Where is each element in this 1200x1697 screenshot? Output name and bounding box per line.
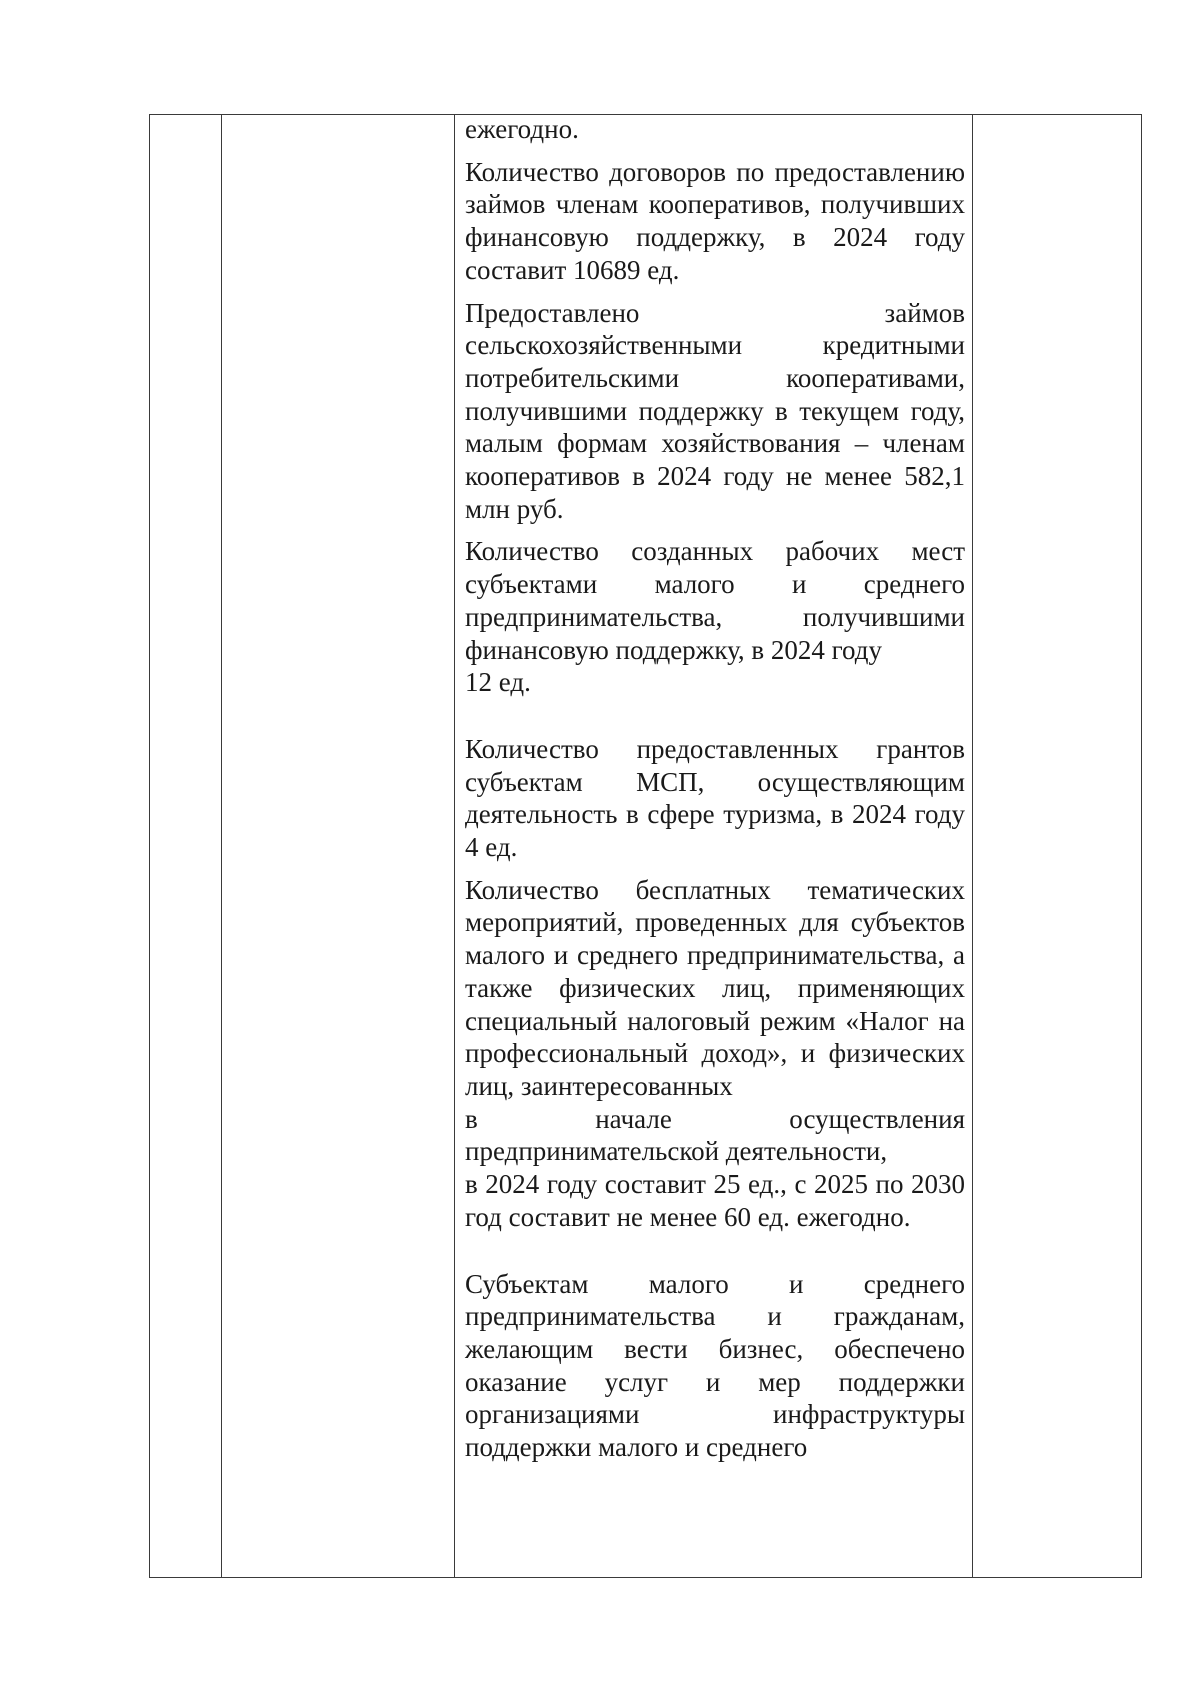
paragraph-thematic-events: Количество бесплатных тематических мероприятий, проведенных для субъектов малого и среднего предпринимательства, а также физических лиц, применяющих специальный налоговый режим «Налог на профессиональный доход», и физических лиц, заинтересованных в начале осуществления предпринимательской деятельности, в 2024 году составит 25 ед., с 2025 по 2030 год составит не менее 60 ед. ежегодно.	[465, 874, 965, 1232]
paragraph-tourism-grants: Количество предоставленных грантов субъектам МСП, осуществляющим деятельность в сфере туризма, в 2024 году 4 ед.	[465, 733, 965, 863]
paragraph-annually: ежегодно.	[465, 114, 579, 144]
paragraph-loan-contracts: Количество договоров по предоставлению займов членам кооперативов, получивших финансовую поддержку, в 2024 году составит 10689 ед.	[465, 156, 965, 285]
table-column-description	[455, 115, 973, 1577]
table-column-name	[222, 115, 455, 1577]
paragraph-loans-provided: Предоставлено займов сельскохозяйственными кредитными потребительскими кооперативами, получившими поддержку в текущем году, малым формам хозяйствования – членам кооперативов в 2024 году не менее 582,1 млн руб.	[465, 297, 965, 524]
paragraph-support-services: Субъектам малого и среднего предпринимательства и гражданам, желающим вести бизнес, обеспечено оказание услуг и мер поддержки организациями инфраструктуры поддержки малого и среднего	[465, 1268, 965, 1463]
description-cell	[465, 113, 965, 1464]
paragraph-jobs-created: Количество созданных рабочих мест субъектами малого и среднего предпринимательства, получившими финансовую поддержку, в 2024 году 12 ед.	[465, 536, 965, 698]
table-column-number	[150, 115, 222, 1577]
document-table	[149, 114, 1142, 1578]
table-column-notes	[973, 115, 1141, 1577]
